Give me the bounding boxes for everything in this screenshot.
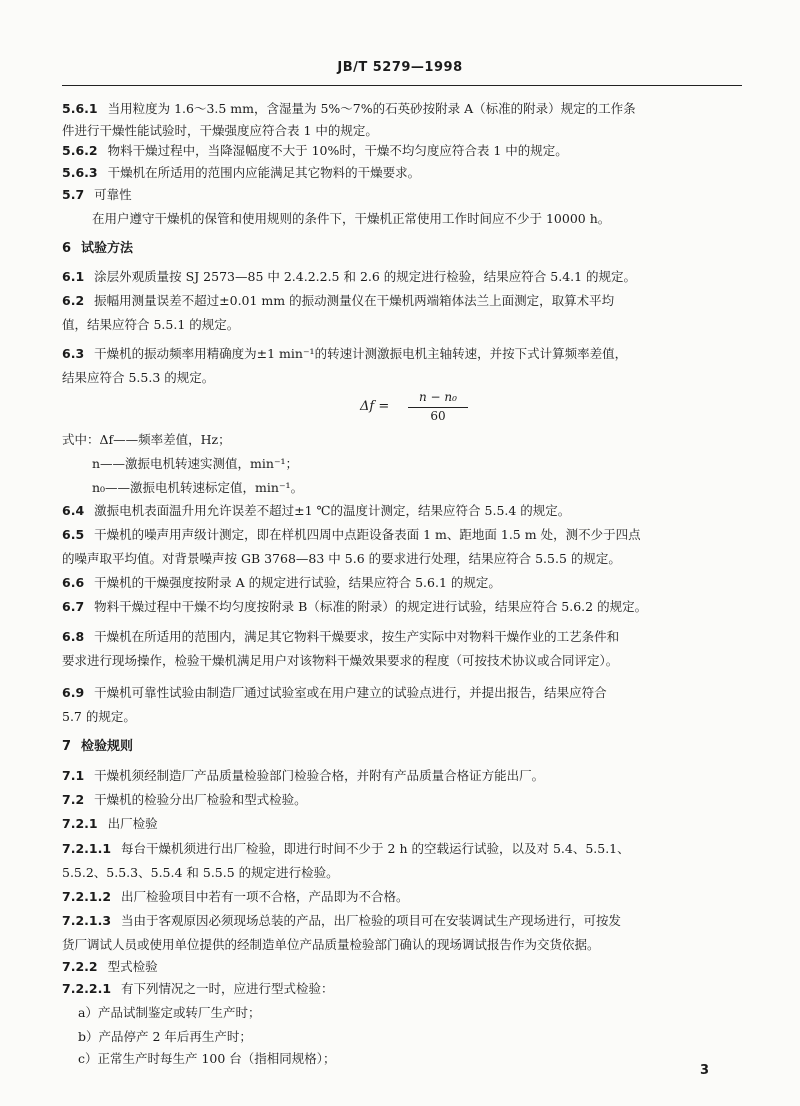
clause-text: 激振电机表面温升用允许误差不超过±1 ℃的温度计测定，结果应符合 5.5.4 的规定。 [94, 503, 571, 518]
frequency-formula [360, 390, 480, 426]
clause-number: 7 [62, 739, 72, 754]
text-line [62, 164, 742, 182]
text-line [62, 550, 742, 568]
clause-text: 在用户遵守干燥机的保管和使用规则的条件下，干燥机正常使用工作时间应不少于 10000 h。 [92, 211, 611, 226]
text-line [62, 628, 742, 646]
clause-text: 当用粒度为 1.6～3.5 mm，含湿量为 5%～7%的石英砂按附录 A（标准的附录）规定的工作条 [107, 101, 636, 116]
text-line [62, 767, 742, 785]
text-line [78, 1028, 742, 1046]
clause-number: 5.6.3 [62, 165, 98, 180]
formula-numerator: n − n₀ [419, 390, 457, 404]
text-line [62, 888, 742, 906]
clause-text: 干燥机的噪声用声级计测定，即在样机四周中点距设备表面 1 m、距地面 1.5 m 处，测不少于四点 [94, 527, 641, 542]
text-line [62, 142, 742, 160]
clause-text: 出厂检验 [107, 816, 158, 831]
clause-text: c）正常生产时每生产 100 台（指相同规格）； [78, 1051, 336, 1066]
clause-number: 7.2.2.1 [62, 981, 112, 996]
clause-text: 要求进行现场操作，检验干燥机满足用户对该物料干燥效果要求的程度（可按技术协议或合同评定）。 [62, 653, 619, 668]
clause-text: 式中：Δf——频率差值，Hz； [62, 432, 231, 447]
clause-text: 5.7 的规定。 [62, 709, 136, 724]
text-line [62, 980, 742, 998]
clause-number: 7.2.1 [62, 816, 98, 831]
page-number: 3 [700, 1063, 710, 1078]
text-line [62, 186, 742, 204]
text-line [62, 864, 742, 882]
header-rule [62, 85, 742, 86]
clause-text: n——激振电机转速实测值，min⁻¹； [92, 456, 299, 471]
clause-number: 5.6.2 [62, 143, 98, 158]
text-line [62, 708, 742, 726]
text-line [62, 369, 742, 387]
clause-number: 7.1 [62, 768, 85, 783]
clause-text: 型式检验 [107, 959, 158, 974]
text-line [62, 912, 742, 930]
clause-number: 7.2.1.1 [62, 841, 112, 856]
clause-text: 干燥机的振动频率用精确度为±1 min⁻¹的转速计测激振电机主轴转速，并按下式计算频率差值， [94, 346, 628, 361]
clause-text: 可靠性 [94, 187, 132, 202]
text-line [92, 210, 742, 228]
clause-number: 6.5 [62, 527, 85, 542]
clause-text: 件进行干燥性能试验时，干燥强度应符合表 1 中的规定。 [62, 123, 378, 138]
text-line [62, 738, 742, 756]
text-line [62, 431, 742, 449]
clause-number: 5.6.1 [62, 101, 98, 116]
clause-text: 出厂检验项目中若有一项不合格，产品即为不合格。 [121, 889, 409, 904]
page-header: JB/T 5279—1998 [337, 60, 463, 75]
text-line [78, 1004, 742, 1022]
text-line [62, 292, 742, 310]
text-line [62, 815, 742, 833]
text-line [92, 455, 742, 473]
clause-text: 干燥机的干燥强度按附录 A 的规定进行试验，结果应符合 5.6.1 的规定。 [94, 575, 501, 590]
text-line [78, 1050, 742, 1068]
text-line [62, 502, 742, 520]
text-line [62, 122, 742, 140]
text-line [62, 652, 742, 670]
clause-text: 物料干燥过程中，当降湿幅度不大于 10%时，干燥不均匀度应符合表 1 中的规定。 [107, 143, 568, 158]
formula-lhs: Δf = [360, 399, 390, 414]
text-line [62, 936, 742, 954]
text-line [62, 791, 742, 809]
clause-number: 6.1 [62, 269, 85, 284]
clause-number: 7.2.1.3 [62, 913, 112, 928]
clause-text: 干燥机在所适用的范围内应能满足其它物料的干燥要求。 [107, 165, 421, 180]
formula-fraction-bar [408, 407, 468, 408]
clause-number: 6.7 [62, 599, 85, 614]
clause-text: 货厂调试人员或使用单位提供的经制造单位产品质量检验部门确认的现场调试报告作为交货依据。 [62, 937, 600, 952]
clause-text: 5.5.2、5.5.3、5.5.4 和 5.5.5 的规定进行检验。 [62, 865, 339, 880]
text-line [62, 100, 742, 118]
text-line [62, 268, 742, 286]
clause-text: 振幅用测量误差不超过±0.01 mm 的振动测量仪在干燥机两端箱体法兰上面测定，取算术平均 [94, 293, 615, 308]
clause-number: 6.6 [62, 575, 85, 590]
text-line [92, 479, 742, 497]
clause-number: 5.7 [62, 187, 85, 202]
text-line [62, 240, 742, 258]
clause-number: 6 [62, 241, 72, 256]
text-line [62, 574, 742, 592]
clause-number: 7.2.1.2 [62, 889, 112, 904]
clause-text: 涂层外观质量按 SJ 2573—85 中 2.4.2.2.5 和 2.6 的规定进行检验，结果应符合 5.4.1 的规定。 [94, 269, 637, 284]
text-line [62, 598, 742, 616]
clause-text: 物料干燥过程中干燥不均匀度按附录 B（标准的附录）的规定进行试验，结果应符合 5.6.2 的规定。 [94, 599, 648, 614]
text-line [62, 316, 742, 334]
clause-text: 干燥机的检验分出厂检验和型式检验。 [94, 792, 307, 807]
text-line [62, 958, 742, 976]
clause-number: 7.2 [62, 792, 85, 807]
clause-text: 结果应符合 5.5.3 的规定。 [62, 370, 215, 385]
clause-number: 6.8 [62, 629, 85, 644]
clause-number: 6.9 [62, 685, 85, 700]
clause-text: 干燥机须经制造厂产品质量检验部门检验合格，并附有产品质量合格证方能出厂。 [94, 768, 545, 783]
clause-number: 6.2 [62, 293, 85, 308]
clause-text: n₀——激振电机转速标定值，min⁻¹。 [92, 480, 304, 495]
clause-text: 值，结果应符合 5.5.1 的规定。 [62, 317, 240, 332]
text-line [62, 345, 742, 363]
clause-number: 6.4 [62, 503, 85, 518]
clause-text: 每台干燥机须进行出厂检验，即进行时间不少于 2 h 的空载运行试验，以及对 5.4、5.5.1、 [121, 841, 630, 856]
clause-text: b）产品停产 2 年后再生产时； [78, 1029, 252, 1044]
clause-text: 干燥机可靠性试验由制造厂通过试验室或在用户建立的试验点进行，并提出报告，结果应符合 [94, 685, 607, 700]
clause-text: 试验方法 [81, 241, 134, 256]
clause-number: 6.3 [62, 346, 85, 361]
text-line [62, 526, 742, 544]
clause-text: 的噪声取平均值。对背景噪声按 GB 3768—83 中 5.6 的要求进行处理，结果应符合 5.5.5 的规定。 [62, 551, 621, 566]
clause-number: 7.2.2 [62, 959, 98, 974]
text-line [62, 684, 742, 702]
clause-text: 当由于客观原因必须现场总装的产品，出厂检验的项目可在安装调试生产现场进行，可按发 [121, 913, 622, 928]
text-line [62, 840, 742, 858]
clause-text: 有下列情况之一时，应进行型式检验： [121, 981, 334, 996]
clause-text: 干燥机在所适用的范围内，满足其它物料干燥要求，按生产实际中对物料干燥作业的工艺条件和 [94, 629, 620, 644]
clause-text: 检验规则 [81, 739, 134, 754]
formula-denominator: 60 [430, 409, 446, 423]
clause-text: a）产品试制鉴定或转厂生产时； [78, 1005, 261, 1020]
